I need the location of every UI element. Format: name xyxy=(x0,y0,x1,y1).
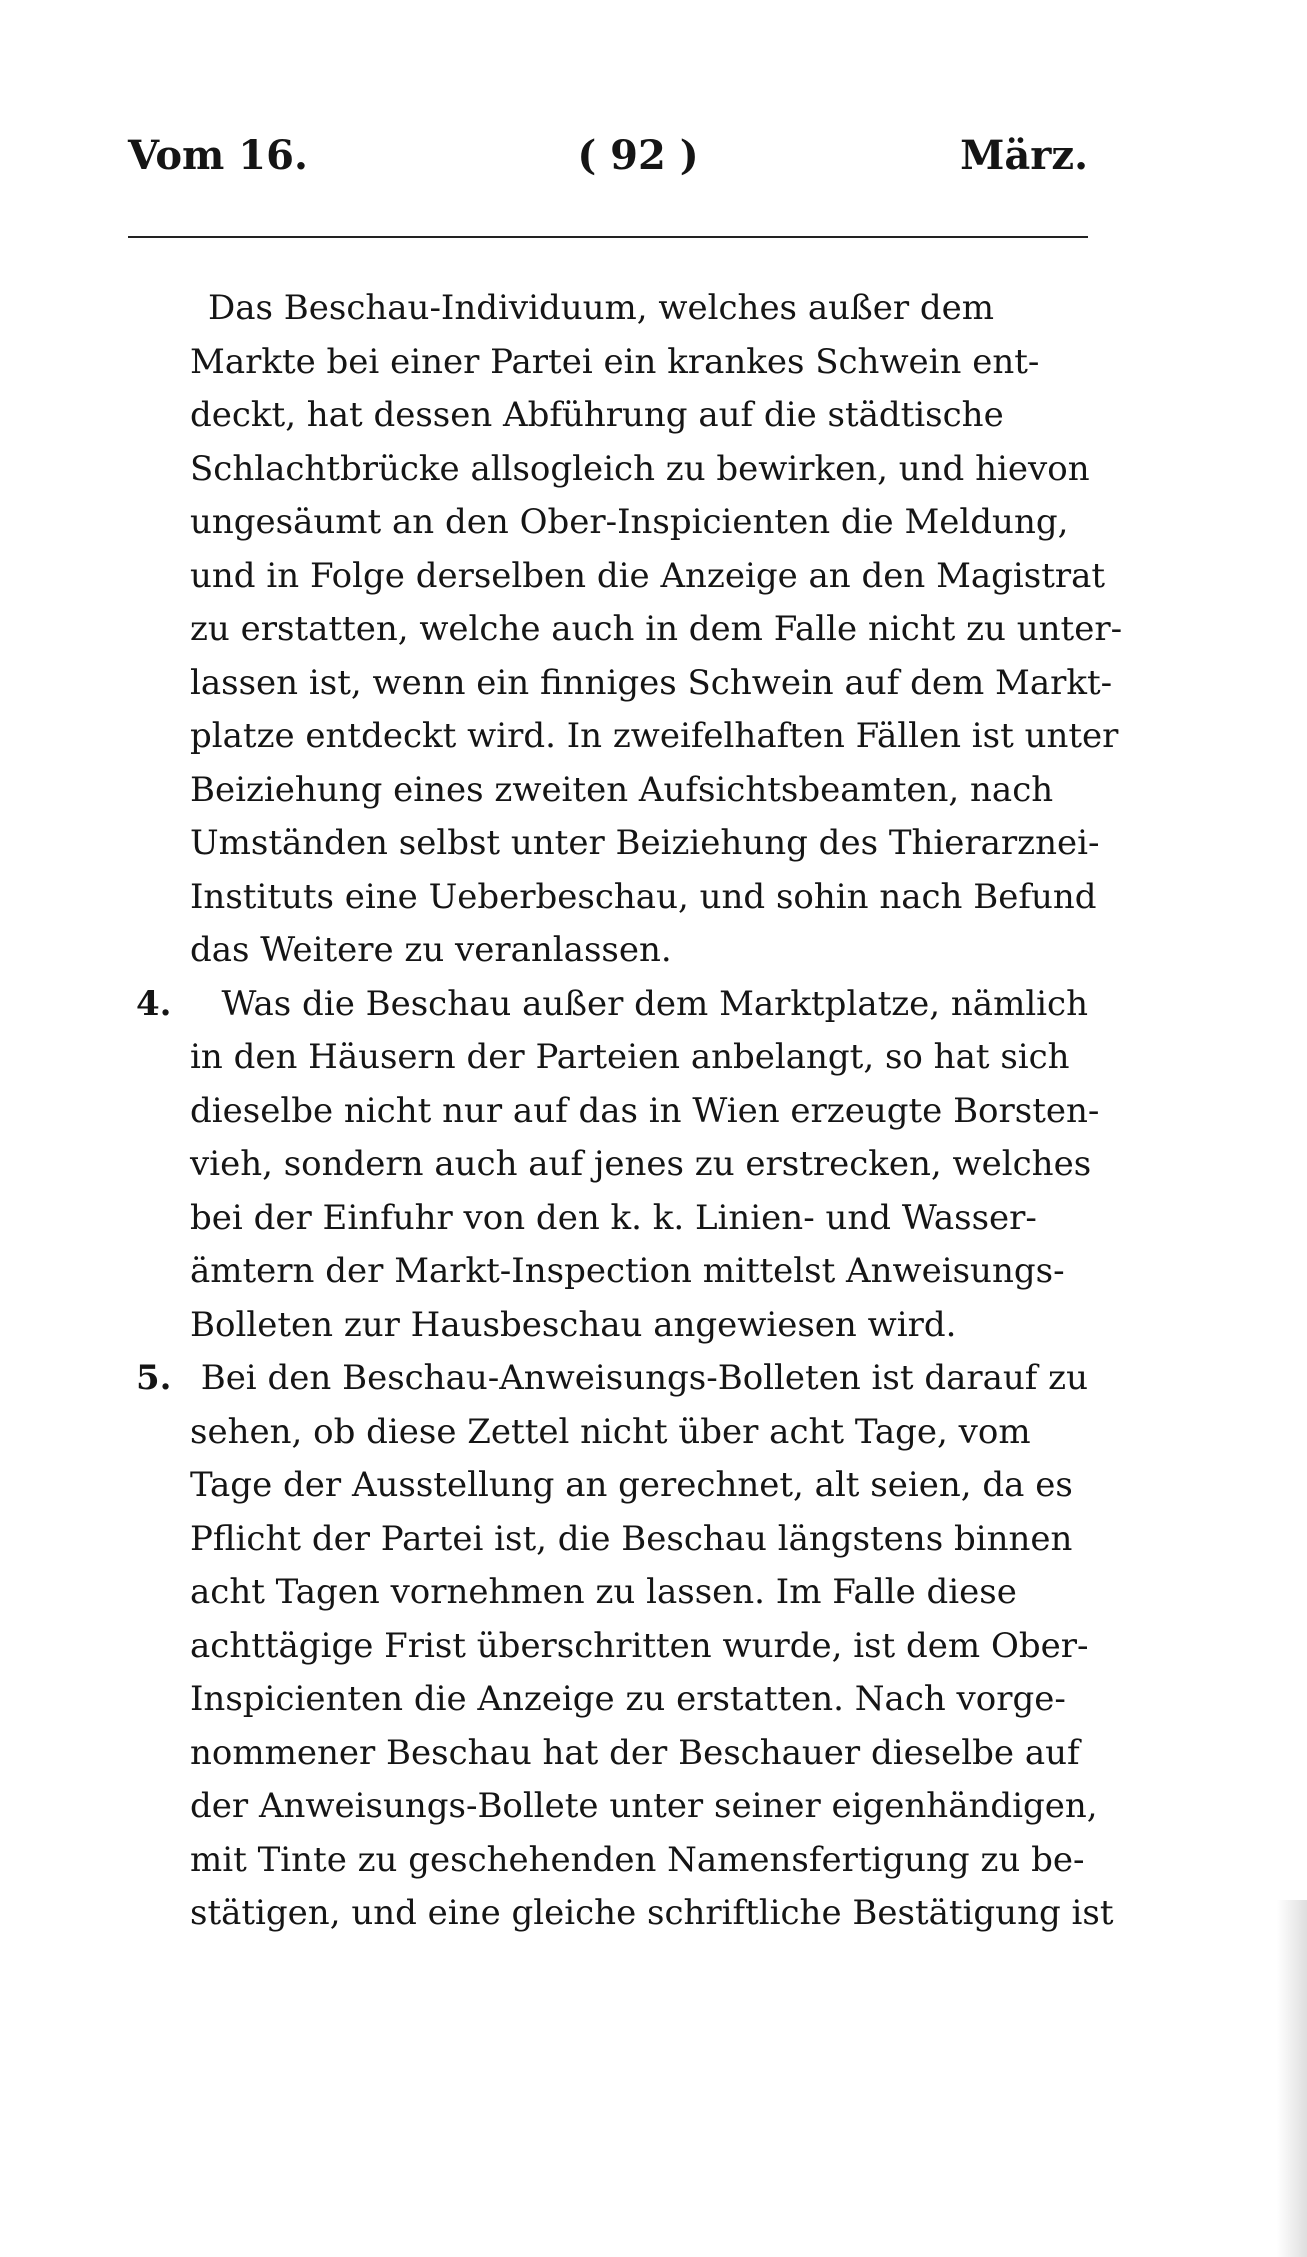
text-line: deckt, hat dessen Abführung auf die städtische xyxy=(190,395,1004,435)
text-line: und in Folge derselben die Anzeige an den Magistrat xyxy=(190,555,1106,596)
text-line: lassen ist, wenn ein finniges Schwein auf dem Markt- xyxy=(190,662,1113,703)
text-line: Inspicienten die Anzeige zu erstatten. Nach vorge- xyxy=(190,1679,1066,1719)
item-number: 4. xyxy=(136,983,172,1024)
text-line: Umständen selbst unter Beiziehung des Thierarznei- xyxy=(190,823,1100,863)
text-line: mit Tinte zu geschehenden Namensfertigung zu be- xyxy=(190,1839,1085,1880)
text-line: acht Tagen vornehmen zu lassen. Im Falle diese xyxy=(190,1572,1017,1612)
text-line: achttägige Frist überschritten wurde, ist dem Ober- xyxy=(190,1625,1089,1666)
header-date-left: Vom 16. xyxy=(128,132,308,179)
header-rule xyxy=(128,236,1088,238)
item-number: 5. xyxy=(136,1358,172,1398)
text-line: 5. Bei den Beschau-Anweisungs-Bolleten ist darauf zu xyxy=(128,1352,1088,1406)
text-line: dieselbe nicht nur auf das in Wien erzeugte Borsten- xyxy=(190,1090,1100,1131)
paragraph-item-5 xyxy=(128,1352,1114,1941)
text-line: Pflicht der Partei ist, die Beschau längstens binnen xyxy=(190,1518,1073,1559)
text-line: Das Beschau-Individuum, welches außer dem xyxy=(208,288,995,328)
paragraph-continued xyxy=(128,282,1123,978)
text-line: nommener Beschau hat der Beschauer dieselbe auf xyxy=(190,1732,1080,1773)
paragraph-item-4 xyxy=(128,978,1100,1353)
text-line: bei der Einfuhr von den k. k. Linien- und Wasser- xyxy=(190,1197,1037,1238)
running-head xyxy=(128,132,1088,192)
text-line: stätigen, und eine gleiche schriftliche Bestätigung ist xyxy=(190,1893,1114,1933)
text-line: Beiziehung eines zweiten Aufsichtsbeamten, nach xyxy=(190,769,1054,810)
text-line: sehen, ob diese Zettel nicht über acht Tage, vom xyxy=(190,1411,1031,1452)
text-line: das Weitere zu veranlassen. xyxy=(190,930,672,970)
scan-edge-shadow xyxy=(1277,1900,1307,2257)
text-line: zu erstatten, welche auch in dem Falle nicht zu unter- xyxy=(190,609,1123,649)
text-line: Schlachtbrücke allsogleich zu bewirken, und hievon xyxy=(190,448,1090,489)
text-line: vieh, sondern auch auf jenes zu erstrecken, welches xyxy=(190,1144,1092,1184)
text-line: ämtern der Markt-Inspection mittelst Anweisungs- xyxy=(190,1251,1065,1291)
text-line: Markte bei einer Partei ein krankes Schwein ent- xyxy=(190,341,1040,382)
header-month-right: März. xyxy=(960,132,1088,179)
text-line: der Anweisungs-Bollete unter seiner eigenhändigen, xyxy=(190,1786,1098,1826)
page-number: ( 92 ) xyxy=(577,132,699,179)
body-text xyxy=(128,282,1123,1941)
text-line: in den Häusern der Parteien anbelangt, so hat sich xyxy=(190,1037,1070,1077)
text-line: Instituts eine Ueberbeschau, und sohin nach Befund xyxy=(190,876,1097,917)
text-line: Tage der Ausstellung an gerechnet, alt seien, da es xyxy=(190,1465,1073,1505)
text-line: Bolleten zur Hausbeschau angewiesen wird. xyxy=(190,1304,957,1345)
text-line: platze entdeckt wird. In zweifelhaften Fällen ist unter xyxy=(190,716,1119,756)
text-line: 4. Was die Beschau außer dem Marktplatze, nämlich xyxy=(128,978,1088,1032)
text-line: ungesäumt an den Ober-Inspicienten die Meldung, xyxy=(190,502,1069,542)
